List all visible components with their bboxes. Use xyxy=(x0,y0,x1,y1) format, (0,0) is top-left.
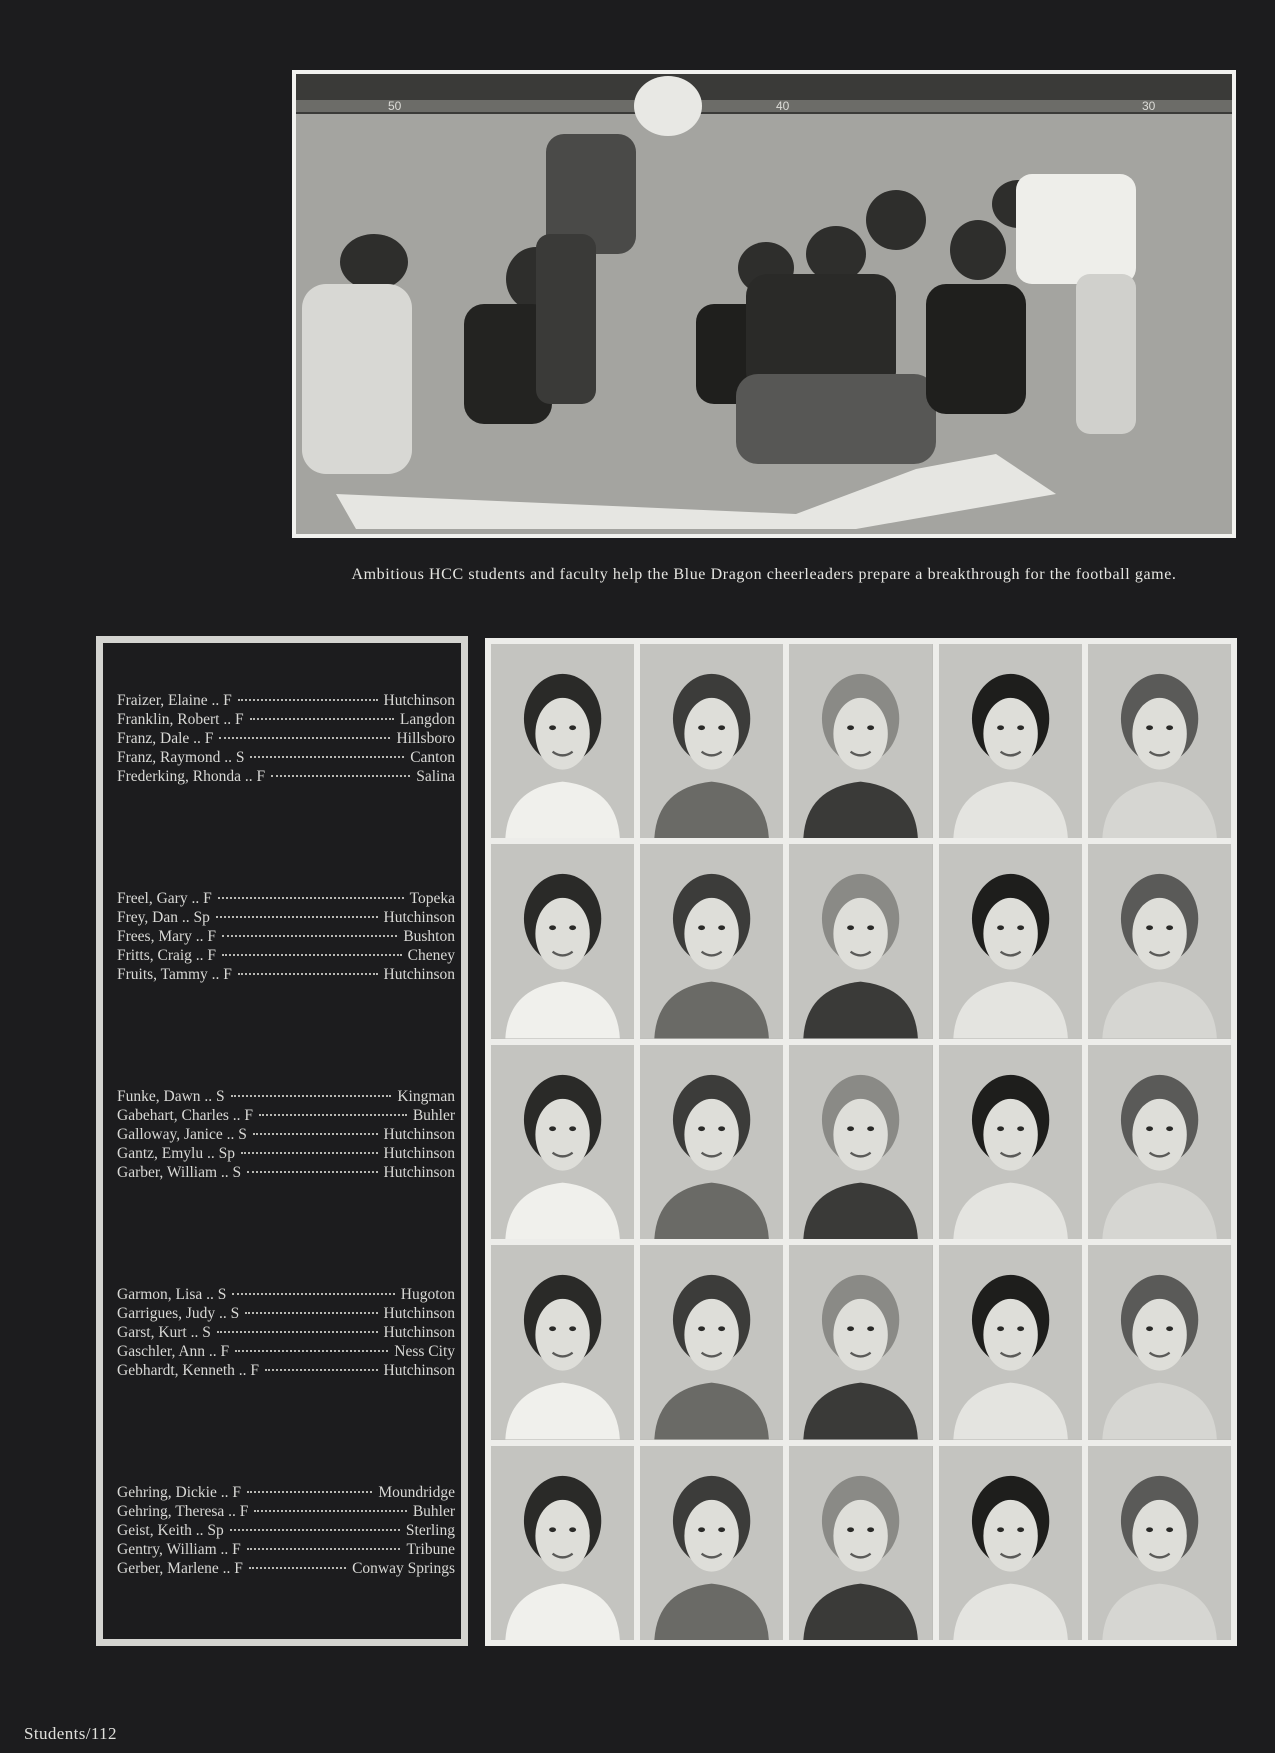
student-portrait xyxy=(640,644,783,838)
list-item xyxy=(117,1144,455,1163)
student-portrait xyxy=(939,1045,1082,1239)
list-item xyxy=(117,1540,455,1559)
list-item xyxy=(117,927,455,946)
list-item xyxy=(117,965,455,984)
photo-caption: Ambitious HCC students and faculty help the Blue Dragon cheerleaders prepare a breakthrough for the football game. xyxy=(351,566,1177,583)
leader-dots xyxy=(247,1548,401,1550)
list-item xyxy=(117,1361,455,1380)
list-item xyxy=(117,1502,455,1521)
student-name: Fruits, Tammy .. F xyxy=(117,966,232,983)
hometown: Hutchinson xyxy=(383,966,455,983)
student-portrait xyxy=(640,844,783,1038)
student-portrait xyxy=(789,1245,932,1439)
list-item xyxy=(117,1285,455,1304)
student-name: Garmon, Lisa .. S xyxy=(117,1286,227,1303)
leader-dots xyxy=(250,718,394,720)
list-item xyxy=(117,946,455,965)
list-item xyxy=(117,1087,455,1106)
student-portrait xyxy=(1088,844,1231,1038)
student-portrait xyxy=(1088,1245,1231,1439)
portrait-illustration xyxy=(491,1446,634,1640)
list-item xyxy=(117,1304,455,1323)
list-item xyxy=(117,691,455,710)
student-name: Freel, Gary .. F xyxy=(117,890,212,907)
list-item xyxy=(117,1163,455,1182)
student-portrait xyxy=(789,844,932,1038)
hometown: Buhler xyxy=(412,1503,455,1520)
leader-dots xyxy=(219,737,390,739)
student-name: Frederking, Rhonda .. F xyxy=(117,768,266,785)
student-portrait xyxy=(939,644,1082,838)
hometown: Moundridge xyxy=(378,1484,455,1501)
leader-dots xyxy=(253,1133,378,1135)
list-item xyxy=(117,908,455,927)
portrait-illustration xyxy=(640,1446,783,1640)
student-portrait xyxy=(939,844,1082,1038)
leader-dots xyxy=(265,1369,377,1371)
student-name: Galloway, Janice .. S xyxy=(117,1126,247,1143)
portrait-illustration xyxy=(939,644,1082,838)
student-portrait xyxy=(1088,644,1231,838)
hometown: Buhler xyxy=(412,1107,455,1124)
name-group-4 xyxy=(117,1285,455,1380)
hometown: Hutchinson xyxy=(383,1126,455,1143)
student-portrait xyxy=(491,1446,634,1640)
leader-dots xyxy=(241,1152,378,1154)
portrait-illustration xyxy=(491,644,634,838)
photo-illustration xyxy=(296,74,1232,534)
student-name: Franz, Raymond .. S xyxy=(117,749,245,766)
leader-dots xyxy=(259,1114,407,1116)
list-item xyxy=(117,767,455,786)
leader-dots xyxy=(222,935,397,937)
name-group-1 xyxy=(117,691,455,786)
hometown: Hutchinson xyxy=(383,1164,455,1181)
page-folio: Students/112 xyxy=(24,1724,117,1743)
list-item xyxy=(117,1125,455,1144)
list-item xyxy=(117,729,455,748)
portrait-illustration xyxy=(640,1045,783,1239)
leader-dots xyxy=(222,954,402,956)
student-name: Garber, William .. S xyxy=(117,1164,242,1181)
leader-dots xyxy=(271,775,410,777)
leader-dots xyxy=(245,1312,377,1314)
list-item xyxy=(117,748,455,767)
list-item xyxy=(117,1106,455,1125)
portrait-illustration xyxy=(789,1245,932,1439)
student-portrait xyxy=(491,1045,634,1239)
student-portrait xyxy=(491,844,634,1038)
student-portrait xyxy=(640,1245,783,1439)
hometown: Hutchinson xyxy=(383,1145,455,1162)
leader-dots xyxy=(235,1350,388,1352)
list-item xyxy=(117,1323,455,1342)
portrait-illustration xyxy=(789,1446,932,1640)
hometown: Bushton xyxy=(403,928,455,945)
student-portrait xyxy=(789,644,932,838)
portrait-illustration xyxy=(1088,844,1231,1038)
student-portrait xyxy=(789,1045,932,1239)
student-portrait xyxy=(1088,1446,1231,1640)
hometown: Langdon xyxy=(399,711,455,728)
student-name: Gebhardt, Kenneth .. F xyxy=(117,1362,260,1379)
cheerleader-photo xyxy=(292,70,1236,538)
hometown: Hutchinson xyxy=(383,909,455,926)
student-portrait xyxy=(789,1446,932,1640)
list-item xyxy=(117,1483,455,1502)
leader-dots xyxy=(250,756,404,758)
portrait-illustration xyxy=(491,844,634,1038)
hometown: Hutchinson xyxy=(383,1324,455,1341)
student-portrait xyxy=(939,1446,1082,1640)
portrait-illustration xyxy=(1088,1045,1231,1239)
student-portrait xyxy=(640,1045,783,1239)
student-name: Garrigues, Judy .. S xyxy=(117,1305,240,1322)
leader-dots xyxy=(216,916,378,918)
student-name: Funke, Dawn .. S xyxy=(117,1088,225,1105)
yard-marker-50: 50 xyxy=(388,99,402,113)
student-name: Gerber, Marlene .. F xyxy=(117,1560,243,1577)
portrait-illustration xyxy=(939,1245,1082,1439)
leader-dots xyxy=(238,973,378,975)
student-name: Gehring, Dickie .. F xyxy=(117,1484,241,1501)
hometown: Hugoton xyxy=(400,1286,455,1303)
name-group-5 xyxy=(117,1483,455,1578)
list-item xyxy=(117,1521,455,1540)
portrait-illustration xyxy=(1088,644,1231,838)
hometown: Hutchinson xyxy=(383,692,455,709)
portrait-illustration xyxy=(1088,1446,1231,1640)
leader-dots xyxy=(232,1293,394,1295)
name-list-box xyxy=(96,636,468,1646)
hometown: Sterling xyxy=(405,1522,455,1539)
list-item xyxy=(117,1559,455,1578)
portrait-illustration xyxy=(1088,1245,1231,1439)
portrait-illustration xyxy=(789,644,932,838)
student-name: Franklin, Robert .. F xyxy=(117,711,244,728)
student-portrait xyxy=(491,1245,634,1439)
student-portrait xyxy=(491,644,634,838)
leader-dots xyxy=(230,1529,400,1531)
portrait-illustration xyxy=(939,1446,1082,1640)
leader-dots xyxy=(231,1095,392,1097)
hometown: Topeka xyxy=(409,890,455,907)
portrait-grid xyxy=(485,638,1237,1646)
list-item xyxy=(117,1342,455,1361)
student-name: Garst, Kurt .. S xyxy=(117,1324,211,1341)
student-name: Fritts, Craig .. F xyxy=(117,947,217,964)
leader-dots xyxy=(238,699,378,701)
student-name: Gehring, Theresa .. F xyxy=(117,1503,249,1520)
student-name: Gantz, Emylu .. Sp xyxy=(117,1145,235,1162)
portrait-illustration xyxy=(640,1245,783,1439)
student-name: Frees, Mary .. F xyxy=(117,928,217,945)
list-item xyxy=(117,889,455,908)
student-portrait xyxy=(939,1245,1082,1439)
student-name: Fraizer, Elaine .. F xyxy=(117,692,232,709)
hometown: Canton xyxy=(410,749,455,766)
hometown: Ness City xyxy=(394,1343,455,1360)
leader-dots xyxy=(218,897,404,899)
student-name: Franz, Dale .. F xyxy=(117,730,214,747)
student-name: Gabehart, Charles .. F xyxy=(117,1107,254,1124)
hometown: Hutchinson xyxy=(383,1362,455,1379)
portrait-illustration xyxy=(939,844,1082,1038)
leader-dots xyxy=(254,1510,406,1512)
yard-marker-40: 40 xyxy=(776,99,790,113)
hometown: Tribune xyxy=(406,1541,455,1558)
leader-dots xyxy=(247,1491,372,1493)
hometown: Salina xyxy=(416,768,455,785)
hometown: Hillsboro xyxy=(396,730,455,747)
hometown: Conway Springs xyxy=(352,1560,455,1577)
portrait-illustration xyxy=(789,844,932,1038)
student-name: Frey, Dan .. Sp xyxy=(117,909,210,926)
hometown: Kingman xyxy=(397,1088,455,1105)
leader-dots xyxy=(217,1331,378,1333)
name-group-3 xyxy=(117,1087,455,1182)
student-name: Gentry, William .. F xyxy=(117,1541,241,1558)
hometown: Hutchinson xyxy=(383,1305,455,1322)
portrait-illustration xyxy=(491,1045,634,1239)
yard-marker-30: 30 xyxy=(1142,99,1156,113)
hometown: Cheney xyxy=(407,947,455,964)
portrait-illustration xyxy=(789,1045,932,1239)
student-name: Gaschler, Ann .. F xyxy=(117,1343,230,1360)
leader-dots xyxy=(247,1171,377,1173)
name-group-2 xyxy=(117,889,455,984)
portrait-illustration xyxy=(640,844,783,1038)
student-portrait xyxy=(640,1446,783,1640)
portrait-illustration xyxy=(491,1245,634,1439)
student-portrait xyxy=(1088,1045,1231,1239)
portrait-illustration xyxy=(939,1045,1082,1239)
list-item xyxy=(117,710,455,729)
portrait-illustration xyxy=(640,644,783,838)
student-name: Geist, Keith .. Sp xyxy=(117,1522,224,1539)
leader-dots xyxy=(249,1567,346,1569)
